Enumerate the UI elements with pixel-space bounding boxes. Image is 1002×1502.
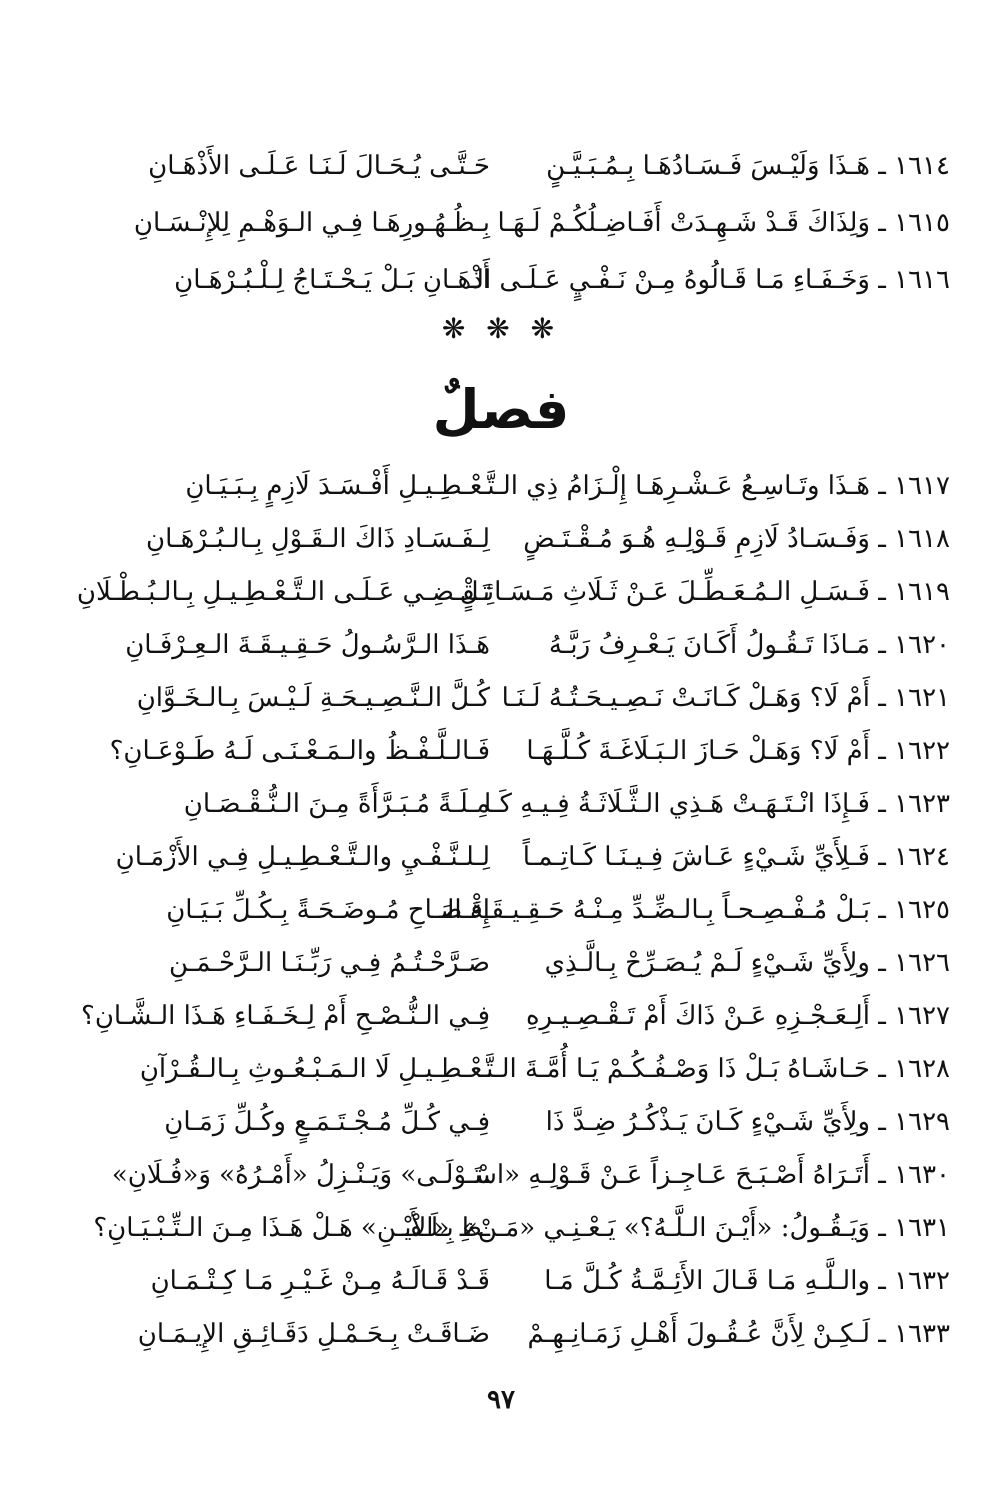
first-hemistich: ١٦١٧ ـ هَـذَا وتَـاسِـعُ عَـشْـرِهَـا إِلْـزَامُ ذِي الـتَّـ: [479, 471, 950, 501]
first-hemistich: ١٦٣١ ـ وَيَـقُـولُ: «أَيْـنَ الـلَّـهُ؟» يَـعْـنِـي «مَـنْ» بِـلَـفْـ: [401, 1213, 950, 1243]
section-title: فصلٌ: [432, 378, 570, 441]
first-hemistich: ١٦١٤ ـ هَـذَا وَلَيْـسَ فَـسَـادُهَـا بِـمُـبَـيَّـنٍ: [546, 151, 950, 181]
first-hemistich: ١٦٣٢ ـ والـلَّـهِ مَـا قَـالَ الأَئِـمَّـةُ كُـلَّ مَـا: [544, 1266, 950, 1296]
verse-line: [70, 1202, 950, 1255]
verse-block-top: [70, 138, 950, 309]
second-hemistich: كُـلَّ الـنَّـصِـيـحَـةِ لَـيْـسَ بِـالـخَـوَّانِ: [136, 683, 490, 713]
second-hemistich: قَـدْ قَـالَـهُ مِـنْ غَـيْـرِ مَـا كِـتْـمَـانِ: [150, 1266, 490, 1296]
verse-line: [70, 619, 950, 672]
second-hemistich: فِـي كُـلِّ مُـجْـتَـمَـعٍ وكُـلِّ زَمَـانِ: [164, 1107, 490, 1137]
second-hemistich: أَذْهَـانِ بَـلْ يَـحْـتَـاجُ لِـلْـبُـرْهَـانِ: [174, 265, 490, 295]
second-hemistich: حَـتَّـى يُـحَـالَ لَـنَـا عَـلَـى الأَذْهَـانِ: [148, 151, 490, 181]
verse-line: [70, 138, 950, 195]
verse-line: [70, 778, 950, 831]
second-hemistich: فَـالـلَّـفْـظُ والـمَـعْـنَـى لَـهُ طَـوْعَـانِ؟: [109, 736, 490, 766]
verse-block-main: [70, 460, 950, 1361]
first-hemistich: ١٦٢٢ ـ أَمْ لَا؟ وَهَـلْ حَـازَ الـبَـلَاغَـةَ كُـلَّـهَـا: [526, 736, 950, 766]
second-hemistich: ضَـاقَـتْ بِـحَـمْـلِ دَقَـائِـقِ الإِيـمَـانِ: [137, 1319, 490, 1349]
verse-line: [70, 566, 950, 619]
page-number: ٩٧: [487, 1385, 515, 1415]
second-hemistich: لِـلـنَّـفْـيِ والـتَّـعْـطِـيـلِ فِـي الأَزْمَـانِ: [115, 842, 490, 872]
verse-line: [70, 831, 950, 884]
verse-line: [70, 513, 950, 566]
first-hemistich: ١٦١٩ ـ فَـسَـلِ الـمُـعَـطِّـلَ عَـنْ ثَـلَاثِ مَـسَـائِـلٍ: [459, 577, 950, 607]
verse-line: [70, 252, 950, 309]
section-separator: ❋ ❋ ❋: [441, 312, 561, 345]
verse-line: [70, 990, 950, 1043]
first-hemistich: ١٦٢١ ـ أَمْ لَا؟ وَهَـلْ كَـانَـتْ نَـصِـيـحَـتُـهُ لَـنَـا: [501, 683, 950, 713]
verse-line: [70, 1096, 950, 1149]
first-hemistich: ١٦٢٨ ـ حَـاشَـاهُ بَـلْ ذَا وَصْـفُـكُـمْ يَـا أُمَّـةَ الـتَّـ: [478, 1054, 950, 1084]
verse-line: [70, 672, 950, 725]
verse-line: [70, 460, 950, 513]
second-hemistich: صَـرَّحْـتُـمُ فِـي رَبِّـنَـا الـرَّحْـمَـنِ: [168, 948, 490, 978]
second-hemistich: بِـظُـهُـورِهَـا فِـي الـوَهْـمِ لِلإِنْـسَـانِ: [133, 208, 490, 238]
second-hemistich: ـعْـطِـيـلِ لَا الـمَـبْـعُـوثِ بِـالـقُـرْآنِ: [139, 1054, 490, 1084]
verse-line: [70, 1149, 950, 1202]
verse-line: [70, 725, 950, 778]
first-hemistich: ١٦٢٧ ـ أَلِـعَـجْـزِهِ عَـنْ ذَاكَ أَمْ تَـقْـصِـيـرِهِ: [525, 1001, 950, 1031]
first-hemistich: ١٦٢٩ ـ ولِأَيِّ شَـيْءٍ كَـانَ يَـذْكُـرُ ضِـدَّ ذَا: [545, 1107, 950, 1137]
verse-line: [70, 1308, 950, 1361]
second-hemistich: لِـفَـسَـادِ ذَاكَ الـقَـوْلِ بِـالـبُـرْهَـانِ: [146, 524, 490, 554]
second-hemistich: مِـلَـةً مُـبَـرَّأَةً مِـنَ الـنُّـقْـصَـانِ: [183, 789, 490, 819]
first-hemistich: ١٦٢٣ ـ فَـإِذَا انْـتَـهَـتْ هَـذِي الـثَّـلَاثَـةُ فِـيـهِ كَـا: [484, 789, 950, 819]
verse-line: [70, 195, 950, 252]
second-hemistich: ـعْـطِـيـلِ أَفْـسَـدَ لَازِمٍ بِـبَـيَـانِ: [185, 471, 490, 501]
verse-line: [70, 884, 950, 937]
first-hemistich: ١٦٣٠ ـ أَتَـرَاهُ أَصْـبَـحَ عَـاجِـزاً عَـنْ قَـوْلِـهِ «اسْـ: [467, 1160, 950, 1190]
first-hemistich: ١٦٢٥ ـ بَـلْ مُـفْـصِـحـاً بِـالـضِّـدِّ مِـنْـهُ حَـقِـيـقَـةَ الـ: [438, 895, 950, 925]
second-hemistich: ـظِ «الأَيْـنِ» هَـلْ هَـذَا مِـنَ الـتِّـبْـيَـانِ؟: [93, 1213, 490, 1243]
first-hemistich: ١٦١٦ ـ وَخَـفَـاءِ مَـا قَـالُوهُ مِـنْ نَـفْـيٍ عَـلَـى الـ: [468, 265, 950, 295]
second-hemistich: ـتَـوْلَـى» وَيَـنْـزِلُ «أَمْـرُهُ» وَ«فُـلَانِ»: [111, 1160, 490, 1190]
first-hemistich: ١٦٢٠ ـ مَـاذَا تَـقُـولُ أَكَـانَ يَـعْـرِفُ رَبَّـهُ: [548, 630, 950, 660]
first-hemistich: ١٦١٥ ـ وَلِذَاكَ قَـدْ شَـهِـدَتْ أَفَـاضِـلُكُـمْ لَـهَـا: [497, 208, 950, 238]
first-hemistich: ١٦٢٦ ـ ولِأَيِّ شَـيْءٍ لَـمْ يُـصَـرِّحْ بِـالَّـذِي: [544, 948, 950, 978]
first-hemistich: ١٦١٨ ـ وَفَـسَـادُ لَازِمِ قَـوْلِـهِ هُـوَ مُـقْـتَـضٍ: [523, 524, 950, 554]
verse-line: [70, 937, 950, 990]
first-hemistich: ١٦٢٤ ـ فَـلِأَيِّ شَـيْءٍ عَـاشَ فِـيـنَـا كَـاتِـمـاً: [522, 842, 950, 872]
first-hemistich: ١٦٣٣ ـ لَـكِـنْ لِأَنَّ عُـقُـولَ أَهْـلِ زَمَـانِـهِـمْ: [527, 1319, 950, 1349]
second-hemistich: تَـقْـضِـي عَـلَـى الـتَّـعْـطِـيـلِ بِـالـبُـطْـلَانِ: [76, 577, 490, 607]
verse-line: [70, 1255, 950, 1308]
second-hemistich: فِـي الـنُّـصْـحِ أَمْ لِـخَـفَـاءِ هَـذَا الـشَّـانِ؟: [81, 1001, 490, 1031]
second-hemistich: هَـذَا الـرَّسُـولُ حَـقِـيـقَـةَ الـعِـرْفَـانِ: [125, 630, 490, 660]
verse-line: [70, 1043, 950, 1096]
second-hemistich: إِفْـصَـاحِ مُـوضَـحَـةً بِـكُـلِّ بَـيَـانِ: [166, 895, 490, 925]
